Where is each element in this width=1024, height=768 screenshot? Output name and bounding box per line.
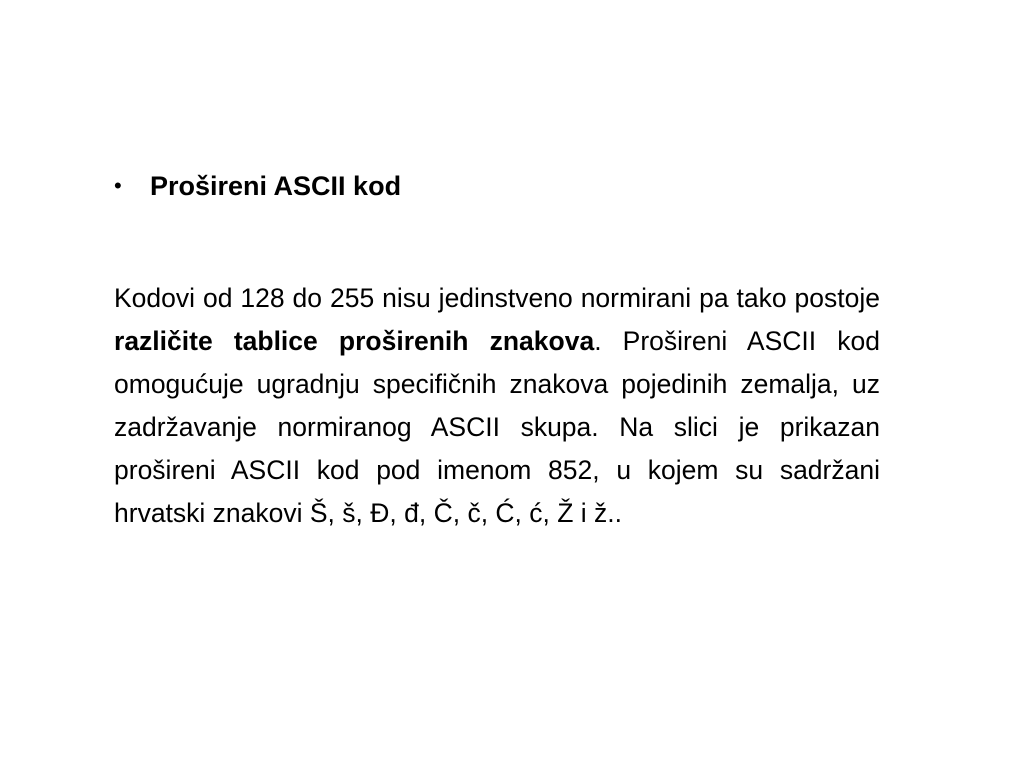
bullet-heading [114, 168, 401, 204]
paragraph-text-start: Kodovi od 128 do 255 nisu jedinstveno normirani pa tako postoje [114, 282, 880, 313]
bullet-title: Prošireni ASCII kod [150, 171, 402, 201]
paragraph-emphasis: različite tablice proširenih znakova [114, 325, 595, 356]
bullet-point-icon: • [114, 173, 122, 198]
body-paragraph [114, 277, 880, 535]
paragraph-text-end: . Prošireni ASCII kod omogućuje ugradnju specifičnih znakova pojedinih zemalja, uz zadržavanje normiranog ASCII skupa. Na slici je prikazan prošireni ASCII kod pod imenom 852, u kojem su sadržani hrvatski znakovi Š, š, Đ, đ, Č, č, Ć, ć, Ž i ž.. [114, 325, 880, 528]
